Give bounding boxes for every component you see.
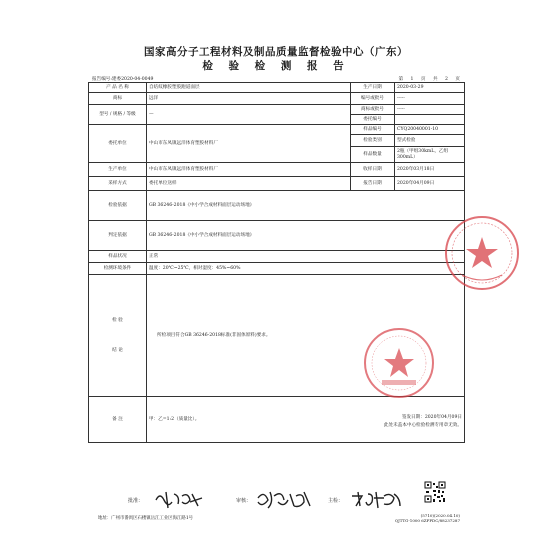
report-subtitle: 检 验 检 测 报 告 bbox=[202, 60, 350, 72]
client-value: 中山市东凤镇远洋体育塑胶材料厂 bbox=[147, 125, 351, 163]
basis-value: GB 36246-2018《中小学合成材料面层运动场地》 bbox=[147, 191, 465, 221]
production-date-value: 2020-03-29 bbox=[395, 83, 465, 93]
production-date-label: 生产日期 bbox=[351, 83, 395, 93]
reviewer-label: 审核： bbox=[236, 498, 252, 504]
remarks-value: 甲：乙=1:2（质量比）。 bbox=[147, 397, 465, 443]
basis-label: 检验依据 bbox=[89, 191, 147, 221]
footer-codes bbox=[395, 513, 460, 524]
commission-no-value bbox=[395, 115, 465, 125]
tester-signature bbox=[350, 488, 406, 510]
sample-no-label: 样品编号 bbox=[351, 125, 395, 135]
env-label: 检测环境条件 bbox=[89, 263, 147, 275]
sample-qty-label: 样品数量 bbox=[351, 147, 395, 163]
approver-signature bbox=[154, 488, 204, 510]
sampling-value: 委托单位送样 bbox=[147, 177, 351, 191]
report-page bbox=[78, 30, 474, 530]
appearance-label: 样品状况 bbox=[89, 251, 147, 263]
inspection-type-value: 型式检验 bbox=[395, 135, 465, 147]
product-name-label: 产 品 名 称 bbox=[89, 83, 147, 93]
receive-date-value: 2020年03月18日 bbox=[395, 163, 465, 177]
model-value: — bbox=[147, 105, 351, 125]
side-seal-stamp bbox=[442, 213, 522, 293]
standard-value: GB 36246-2018《中小学合成材料面层运动场地》 bbox=[147, 221, 465, 251]
trademark-label: 商标 bbox=[89, 93, 147, 105]
footer-code-2: QJTTG-1000 6ZFPDC/88237287 bbox=[394, 518, 460, 524]
batch-label: 编号或批号 bbox=[351, 93, 395, 105]
appearance-value: 正常 bbox=[147, 251, 465, 263]
address-footer: 地址：广州市番禺区石楼镇岳江工业区海江路1号 bbox=[98, 516, 193, 521]
manufacturer-label: 生产单位 bbox=[89, 163, 147, 177]
conclusion-label-cell bbox=[89, 275, 147, 397]
tester-label: 主检： bbox=[328, 498, 344, 504]
report-date-value: 2020年04月09日 bbox=[395, 177, 465, 191]
reviewer-signature bbox=[256, 488, 314, 510]
signature-row bbox=[88, 488, 464, 512]
inspection-type-label: 检验类别 bbox=[351, 135, 395, 147]
client-label: 委托单位 bbox=[89, 125, 147, 163]
remarks-label: 备 注 bbox=[89, 397, 147, 443]
page-indicator: 第 1 页 共 2 页 bbox=[398, 77, 460, 82]
sampling-label: 采样方式 bbox=[89, 177, 147, 191]
issue-date: 签发日期：2020年04月09日 bbox=[401, 414, 462, 420]
report-title: 国家高分子工程材料及制品质量监督检验中心（广东） bbox=[144, 46, 408, 58]
conclusion-label-2: 结 论 bbox=[112, 347, 123, 353]
conclusion-text: 所检项目符合GB 36246-2018标准(非固体原料)要求。 bbox=[157, 332, 271, 338]
sample-no-value: CYQ20040001-10 bbox=[395, 125, 465, 135]
batch-value: ----- bbox=[395, 93, 465, 105]
conclusion-label-1: 检 验 bbox=[112, 317, 123, 323]
sample-qty-value: 2瓶（甲组30kmL，乙组300mL） bbox=[395, 147, 465, 163]
seal-note: 此处未盖本中心检验检测专用章无效。 bbox=[383, 422, 462, 428]
qr-code-icon bbox=[424, 481, 446, 503]
manufacturer-value: 中山市东凤镇远洋体育塑胶材料厂 bbox=[147, 163, 351, 177]
standard-label: 判定依据 bbox=[89, 221, 147, 251]
quality-grade-label: 商标或批号 bbox=[351, 105, 395, 115]
receive-date-label: 收样日期 bbox=[351, 163, 395, 177]
trademark-value: 远洋 bbox=[147, 93, 351, 105]
report-number: 报告编号:建委2020-04-0049 bbox=[92, 77, 154, 82]
footer-code-1: (5710)(2020.04.10) bbox=[420, 513, 460, 518]
report-date-label: 报告日期 bbox=[351, 177, 395, 191]
inspection-seal-stamp bbox=[362, 326, 436, 400]
product-name-value: 自结纹橡胶塑胶跑道面层 bbox=[147, 83, 351, 93]
env-value: 温度：20℃~25℃，相对湿度：45%~60% bbox=[147, 263, 465, 275]
approver-label: 批准： bbox=[128, 498, 144, 504]
model-label: 型号 / 规格 / 等级 bbox=[89, 105, 147, 125]
quality-grade-value: ----- bbox=[395, 105, 465, 115]
commission-no-label: 委托编号 bbox=[351, 115, 395, 125]
